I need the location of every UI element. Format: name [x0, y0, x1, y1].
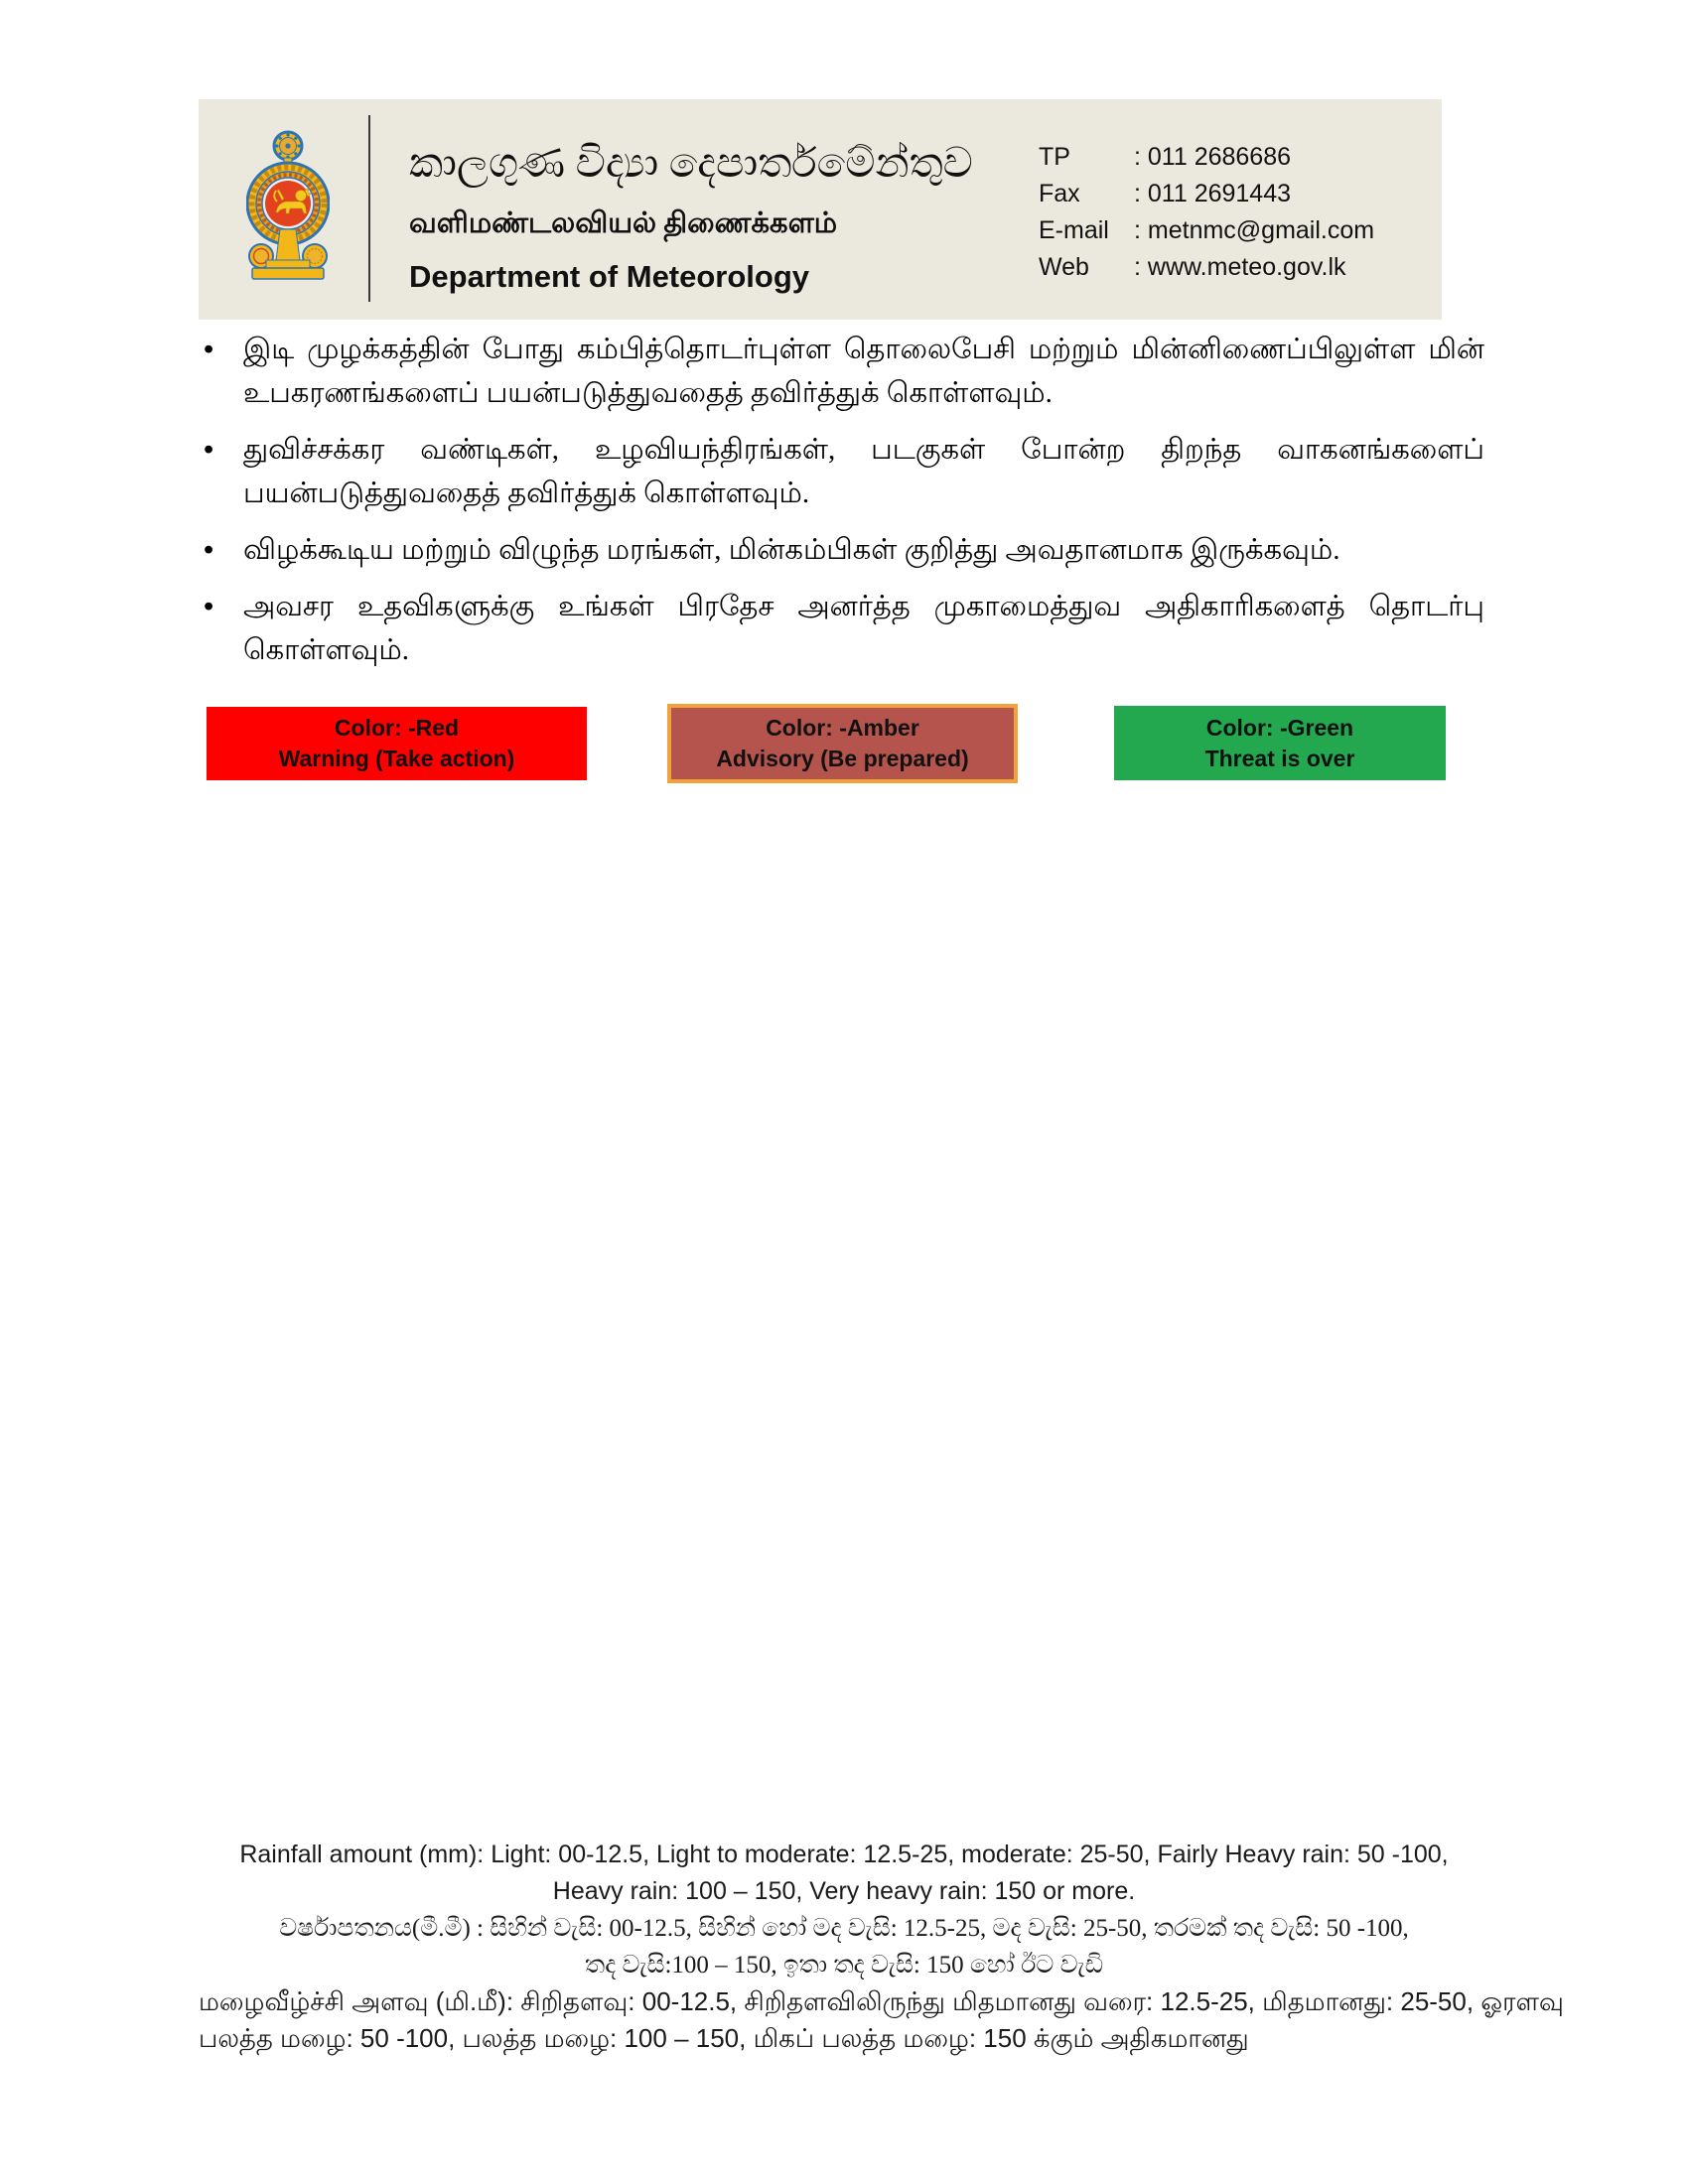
contact-value: : 011 2691443 — [1134, 180, 1292, 207]
bullet-line: அவசர உதவிகளுக்கு உங்கள் பிரதேச அனர்த்த முகாமைத்துவ அதிகாரிகளைத் தொடர்பு — [243, 591, 1484, 622]
contact-row-web — [1039, 249, 1374, 286]
bullet-item — [204, 585, 1484, 672]
contact-value: : www.meteo.gov.lk — [1134, 253, 1346, 281]
department-title-tamil: வளிமண்டலவியல் திணைக்களம் — [409, 207, 838, 239]
bullet-item — [204, 428, 1484, 515]
contact-row-email — [1039, 212, 1374, 249]
legend-line-english-1: Rainfall amount (mm): Light: 00-12.5, Light to moderate: 12.5-25, moderate: 25-50, Fairly Heavy rain: 50 -100, — [239, 1841, 1449, 1868]
bullet-marker: • — [204, 334, 214, 365]
alert-color-label: Color: -Amber — [766, 715, 919, 741]
alert-status-label: Warning (Take action) — [278, 746, 515, 771]
contact-label: E-mail — [1039, 216, 1109, 244]
bullet-item — [204, 528, 1484, 572]
bullet-line: கொள்ளவும். — [243, 634, 409, 666]
bullet-line: துவிச்சக்கர வண்டிகள், உழவியந்திரங்கள், படகுகள் போன்ற திறந்த வாகனங்களைப் — [243, 434, 1484, 466]
bullet-line: இடி முழக்கத்தின் போது கம்பித்தொடர்புள்ள தொலைபேசி மற்றும் மின்னிணைப்பிலுள்ள மின் — [243, 334, 1484, 365]
legend-line-sinhala-2: තද වැසි:100 – 150, ඉතා තද වැසි: 150 හෝ ඊට වැඩි — [584, 1952, 1104, 1979]
contact-label: Fax — [1039, 180, 1080, 207]
contact-row-fax — [1039, 176, 1374, 212]
alert-status-label: Threat is over — [1204, 745, 1355, 771]
department-titles — [409, 139, 973, 294]
bullet-item — [204, 328, 1484, 415]
alert-box-red — [207, 707, 587, 780]
alert-color-label: Color: -Green — [1205, 714, 1354, 741]
contact-value: : 011 2686686 — [1134, 143, 1292, 171]
alert-box-amber — [667, 704, 1018, 783]
bullet-marker: • — [204, 591, 214, 622]
legend-line-tamil-1: மழைவீழ்ச்சி அளவு (மி.மீ): சிறிதளவு: 00-12.5, சிறிதளவிலிருந்து மிதமானது வரை: 12.5-25, மிதமானது: 25-50, ஓரளவு — [199, 1986, 1564, 2016]
bullet-line: உபகரணங்களைப் பயன்படுத்துவதைத் தவிர்த்துக் கொள்ளவும். — [243, 377, 1053, 409]
department-title-english: Department of Meteorology — [409, 259, 810, 294]
bullet-line: விழக்கூடிய மற்றும் விழுந்த மரங்கள், மின்கம்பிகள் குறித்து அவதானமாக இருக்கவும். — [243, 534, 1340, 566]
alert-color-label: Color: -Red — [334, 715, 460, 741]
letterhead — [199, 99, 1442, 320]
legend-line-sinhala-1: වර්ෂාපතනය(මී.මී) : සිහින් වැසි: 00-12.5, සිහින් හෝ මද වැසි: 12.5-25, මද වැසි: 25-50, තරමක් තද වැසි: 50 -100, — [279, 1915, 1409, 1942]
department-title-sinhala: කාලගුණ විද්‍යා දෙපාර්තමේන්තුව — [409, 141, 973, 187]
contact-label: Web — [1039, 253, 1089, 281]
legend-line-tamil-2: பலத்த மழை: 50 -100, பலத்த மழை: 100 – 150, மிகப் பலத்த மழை: 150 க்கும் அதிகமானது — [199, 2023, 1249, 2053]
bullet-marker: • — [204, 534, 214, 566]
alert-status-label: Advisory (Be prepared) — [716, 746, 969, 771]
bullet-line: பயன்படுத்துவதைத் தவிர்த்துக் கொள்ளவும். — [243, 478, 810, 509]
legend-line-english-2: Heavy rain: 100 – 150, Very heavy rain: 150 or more. — [552, 1877, 1136, 1905]
contact-row-tp — [1039, 139, 1374, 176]
bullet-list — [204, 328, 1484, 685]
rainfall-legend — [199, 1837, 1564, 2057]
contact-value: : metnmc@gmail.com — [1134, 216, 1375, 244]
contact-label: TP — [1039, 143, 1070, 171]
header-divider — [368, 115, 370, 302]
alert-box-green — [1114, 706, 1446, 780]
bullet-marker: • — [204, 434, 214, 466]
sri-lanka-emblem-icon — [246, 129, 330, 288]
contact-block — [1039, 139, 1374, 286]
